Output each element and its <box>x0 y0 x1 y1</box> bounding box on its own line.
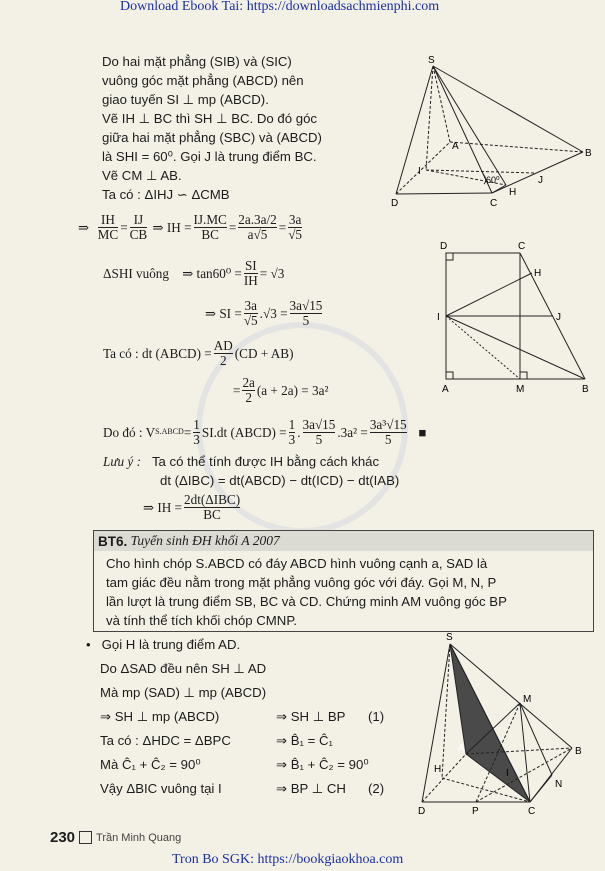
fig2-label-A: A <box>442 384 449 395</box>
equation-ih-alt: ⇒ IH = $\frac{\text{2dt(ΔIBC)}}{BC}$ <box>143 491 241 522</box>
fig2-label-I: I <box>437 312 440 323</box>
bullet: • <box>86 637 91 652</box>
bt6-title: Tuyển sinh ĐH khối A 2007 <box>130 533 280 548</box>
bt6-tag: BT6. <box>98 533 128 549</box>
book-icon <box>79 831 92 844</box>
equation-tan60: ΔSHI vuông ⇒ tan60⁰ = $\frac{SI}{IH}$ = √3 <box>103 257 285 288</box>
fig3-label-M: M <box>523 694 532 705</box>
fig3-label-D: D <box>418 806 426 817</box>
equation-ih: ⇒ $\frac{IH}{MC}$ = $\frac{IJ}{CB}$ ⇒ IH = $\frac{IJ.MC}{BC}$ = $\frac{2a.3a/2}{a√5}$ = $\frac{3a}{√5}$ <box>78 211 303 242</box>
equation-area-value: = $\frac{2a}{2}$ (a + 2a) = 3a² <box>233 374 329 405</box>
fig1-label-B: B <box>585 148 592 159</box>
fig3-label-A: A <box>458 743 465 754</box>
figure-pyramid-cmnp <box>412 630 592 820</box>
fig1-label-C: C <box>490 198 498 209</box>
fig1-angle-label: 60⁰ <box>486 175 500 185</box>
fig3-label-B: B <box>575 746 582 757</box>
fig2-label-H: H <box>534 268 542 279</box>
figure-pyramid-sabcd <box>388 52 596 212</box>
figure-trapezoid-abcd <box>436 236 596 396</box>
equation-si: ⇒ SI = $\frac{3a}{√5}$ .√3 = $\frac{3a√15}{5}$ <box>205 297 323 328</box>
page-number: 230 <box>50 829 76 846</box>
fig3-label-S: S <box>446 632 453 643</box>
equation-area: Ta có : dt (ABCD) = $\frac{AD}{2}$ (CD + AB) <box>103 337 294 368</box>
solution-paragraph-1: Do hai mặt phẳng (SIB) và (SIC) vuông góc mặt phẳng (ABCD) nên giao tuyến SI ⊥ mp (ABCD). Vẽ IH ⊥ BC thì SH ⊥ BC. Do đó góc giữa hai mặt phẳng (SBC) và (ABCD) là SHI = 60⁰. Gọi J là trung điểm BC. Vẽ CM ⊥ AB. Ta có : ΔIHJ ∽ ΔCMB <box>102 54 322 202</box>
fig1-label-S: S <box>428 55 435 66</box>
fig1-label-H: H <box>509 187 517 198</box>
bt6-title-bar <box>94 531 593 551</box>
fig1-label-I: I <box>418 166 421 177</box>
equation-volume: Do đó : V S.ABCD = $\frac{1}{3}$ SI.dt (ABCD) = $\frac{1}{3}$ . $\frac{3a√15}{5}$ .3a² = $\frac{\text{3a³√15}}{5}$ ■ <box>103 416 427 447</box>
footer-sgk-link[interactable]: Tron Bo SGK: https://bookgiaokhoa.com <box>172 852 404 867</box>
note-block: Lưu ý : Ta có thể tính được IH bằng cách khác dt (ΔIBC) = dt(ABCD) − dt(ICD) − dt(IAB) <box>103 454 400 488</box>
page-footer <box>50 829 181 846</box>
fig3-label-N: N <box>555 779 563 790</box>
header-download-link[interactable]: Download Ebook Tai: https://downloadsachmienphi.com <box>120 0 440 14</box>
bt6-statement: Cho hình chóp S.ABCD có đáy ABCD hình vuông cạnh a, SAD là tam giác đều nằm trong mặt phẳng vuông góc với đáy. Gọi M, N, P lần lượt là trung điểm SB, BC và CD. Chứng minh AM vuông góc BP và tính thể tích khối chóp CMNP. <box>106 556 507 628</box>
fig3-label-I: I <box>506 768 509 779</box>
fig1-label-J: J <box>538 175 543 186</box>
fig3-label-P: P <box>472 806 479 817</box>
fig2-label-D: D <box>440 241 448 252</box>
fig1-label-D: D <box>391 198 399 209</box>
fig2-label-M: M <box>516 384 525 395</box>
bt6-solution: • Gọi H là trung điểm AD. Do ΔSAD đều nên SH ⊥ AD Mà mp (SAD) ⊥ mp (ABCD) ⇒ SH ⊥ mp (ABCD) ⇒ SH ⊥ BP (1) Ta có : ΔHDC = ΔBPC ⇒ B̂₁ = Ĉ₁ Mà Ĉ₁ + Ĉ₂ = 90⁰ ⇒ B̂₁ + Ĉ₂ = 90⁰ Vậy ΔBIC vuông tại I ⇒ BP ⊥ CH (2) <box>86 637 385 796</box>
fig2-label-B: B <box>582 384 589 395</box>
bt6-problem-box <box>93 530 594 632</box>
fig2-label-J: J <box>556 312 561 323</box>
author-name: Trần Minh Quang <box>96 831 182 844</box>
fig2-label-C: C <box>518 241 526 252</box>
fig3-label-C: C <box>528 806 536 817</box>
fig3-label-H: H <box>434 764 442 775</box>
fig1-label-A: A <box>452 141 459 152</box>
note-label: Lưu ý : <box>103 454 141 469</box>
